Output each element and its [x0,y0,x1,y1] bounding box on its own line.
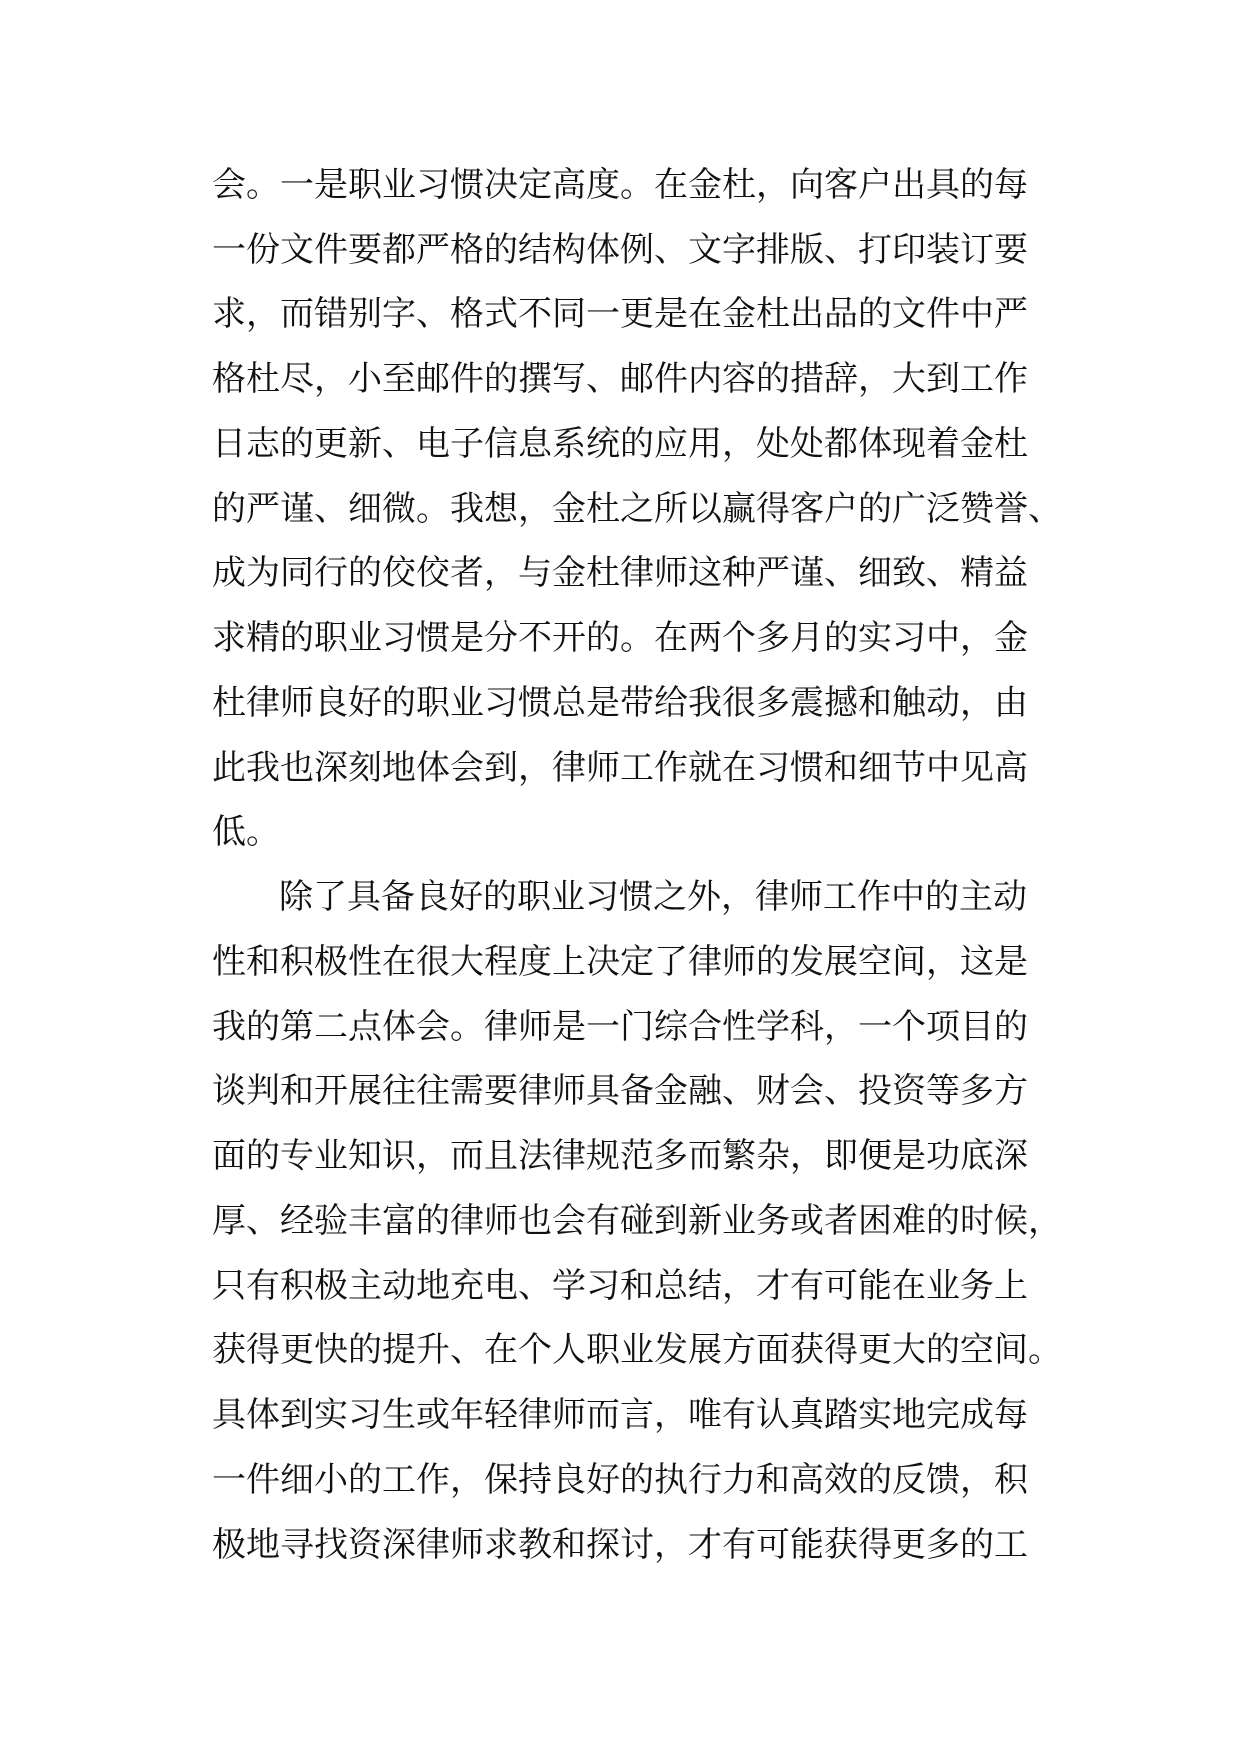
text-line: 格杜尽，小至邮件的撰写、邮件内容的措辞，大到工作 [212,359,1028,399]
text-line: 谈判和开展往往需要律师具备金融、财会、投资等多方 [212,1071,1028,1111]
text-line: 一份文件要都严格的结构体例、文字排版、打印装订要 [212,230,1028,270]
text-line: 一件细小的工作，保持良好的执行力和高效的反馈，积 [212,1460,1028,1500]
text-line: 极地寻找资深律师求教和探讨，才有可能获得更多的工 [212,1525,1028,1565]
text-line: 求精的职业习惯是分不开的。在两个多月的实习中，金 [212,618,1028,658]
text-line: 我的第二点体会。律师是一门综合性学科，一个项目的 [212,1007,1028,1047]
text-line: 获得更快的提升、在个人职业发展方面获得更大的空间。 [212,1330,1062,1370]
text-line: 成为同行的佼佼者，与金杜律师这种严谨、细致、精益 [212,553,1028,593]
paragraph-first-line: 除了具备良好的职业习惯之外，律师工作中的主动 [279,877,1027,917]
text-line: 杜律师良好的职业习惯总是带给我很多震撼和触动，由 [212,683,1028,723]
text-line: 只有积极主动地充电、学习和总结，才有可能在业务上 [212,1266,1028,1306]
text-line: 此我也深刻地体会到，律师工作就在习惯和细节中见高 [212,748,1028,788]
text-line: 厚、经验丰富的律师也会有碰到新业务或者困难的时候， [212,1201,1062,1241]
text-line: 低。 [212,812,280,852]
text-line: 日志的更新、电子信息系统的应用，处处都体现着金杜 [212,424,1028,464]
text-line: 面的专业知识，而且法律规范多而繁杂，即便是功底深 [212,1136,1028,1176]
text-line: 会。一是职业习惯决定高度。在金杜，向客户出具的每 [212,165,1028,205]
text-line: 求，而错别字、格式不同一更是在金杜出品的文件中严 [212,294,1028,334]
text-line: 性和积极性在很大程度上决定了律师的发展空间，这是 [212,942,1028,982]
text-line: 具体到实习生或年轻律师而言，唯有认真踏实地完成每 [212,1395,1028,1435]
text-line: 的严谨、细微。我想，金杜之所以赢得客户的广泛赞誉、 [212,489,1062,529]
